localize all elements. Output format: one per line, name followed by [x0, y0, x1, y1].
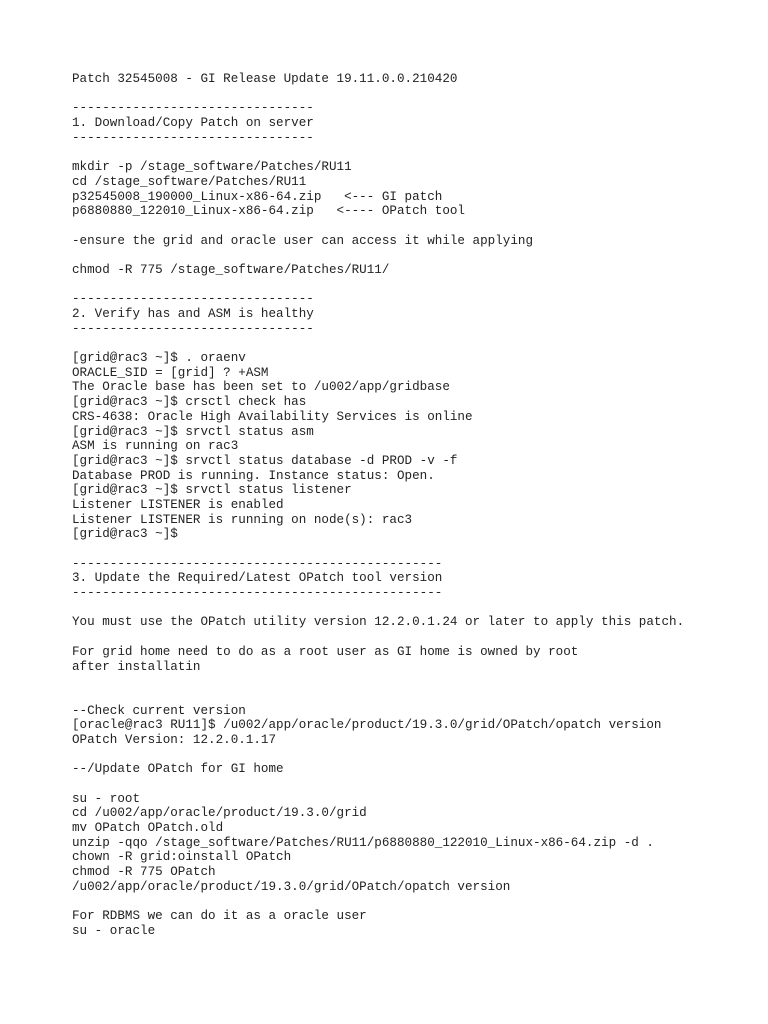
document-line: [grid@rac3 ~]$ srvctl status database -d PROD -v -f — [72, 453, 458, 468]
document-line: [oracle@rac3 RU11]$ /u002/app/oracle/product/19.3.0/grid/OPatch/opatch version — [72, 718, 662, 733]
document-line: cd /stage_software/Patches/RU11 — [72, 174, 307, 189]
blank-line — [72, 748, 684, 763]
document-line: Listener LISTENER is running on node(s): rac3 — [72, 512, 413, 527]
document-line: Database PROD is running. Instance status: Open. — [72, 468, 435, 483]
document-line: chmod -R 775 OPatch — [72, 865, 216, 880]
document-line: [grid@rac3 ~]$ srvctl status listener — [72, 483, 352, 498]
blank-line — [72, 895, 684, 910]
blank-line — [72, 601, 684, 616]
blank-line — [72, 674, 684, 689]
document-line: For grid home need to do as a root user as GI home is owned by root — [72, 644, 579, 659]
document-line: su - oracle — [72, 923, 156, 938]
document-text — [72, 72, 684, 939]
document-line: 1. Download/Copy Patch on server — [72, 116, 314, 131]
document-line: -------------------------------- — [72, 321, 314, 336]
document-line: -------------------------------- — [72, 101, 314, 116]
blank-line — [72, 336, 684, 351]
document-line: 2. Verify has and ASM is healthy — [72, 307, 314, 321]
document-line: 3. Update the Required/Latest OPatch tool version — [72, 571, 443, 586]
document-line: --Check current version — [72, 703, 246, 718]
document-line: p6880880_122010_Linux-x86-64.zip <---- OPatch tool — [72, 204, 465, 219]
document-line: Patch 32545008 - GI Release Update 19.11.0.0.210420 — [72, 72, 458, 86]
blank-line — [72, 145, 684, 160]
document-line: ------------------------------------------------- — [72, 556, 443, 571]
document-line: -------------------------------- — [72, 292, 314, 307]
blank-line — [72, 689, 684, 704]
document-line: ASM is running on rac3 — [72, 439, 239, 454]
document-line: mkdir -p /stage_software/Patches/RU11 — [72, 160, 352, 175]
document-line: [grid@rac3 ~]$ srvctl status asm — [72, 424, 314, 439]
document-line: You must use the OPatch utility version 12.2.0.1.24 or later to apply this patch. — [72, 615, 685, 630]
blank-line — [72, 542, 684, 557]
document-line: chown -R grid:oinstall OPatch — [72, 850, 292, 865]
document-line: -ensure the grid and oracle user can access it while applying — [72, 233, 534, 248]
document-line: OPatch Version: 12.2.0.1.17 — [72, 732, 277, 747]
document-line: cd /u002/app/oracle/product/19.3.0/grid — [72, 806, 367, 821]
document-line: [grid@rac3 ~]$ — [72, 527, 178, 542]
document-line: chmod -R 775 /stage_software/Patches/RU11/ — [72, 262, 390, 277]
document-line: unzip -qqo /stage_software/Patches/RU11/p6880880_122010_Linux-x86-64.zip -d . — [72, 835, 654, 850]
document-line: Listener LISTENER is enabled — [72, 497, 284, 512]
blank-line — [72, 630, 684, 645]
blank-line — [72, 278, 684, 293]
document-line: su - root — [72, 791, 141, 806]
document-line: -------------------------------- — [72, 130, 314, 145]
document-line: ------------------------------------------------- — [72, 586, 443, 601]
blank-line — [72, 87, 684, 102]
document-line: p32545008_190000_Linux-x86-64.zip <--- GI patch — [72, 189, 443, 204]
document-line: [grid@rac3 ~]$ . oraenv — [72, 351, 246, 366]
document-line: For RDBMS we can do it as a oracle user — [72, 909, 367, 924]
document-line: mv OPatch OPatch.old — [72, 821, 224, 836]
document-line: The Oracle base has been set to /u002/app/gridbase — [72, 380, 450, 395]
blank-line — [72, 219, 684, 234]
blank-line — [72, 777, 684, 792]
document-line: CRS-4638: Oracle High Availability Services is online — [72, 409, 473, 424]
document-line: ORACLE_SID = [grid] ? +ASM — [72, 365, 269, 380]
document-line: [grid@rac3 ~]$ crsctl check has — [72, 395, 307, 410]
document-line: --/Update OPatch for GI home — [72, 762, 284, 777]
blank-line — [72, 248, 684, 263]
document-line: /u002/app/oracle/product/19.3.0/grid/OPatch/opatch version — [72, 879, 511, 894]
document-line: after installatin — [72, 659, 201, 674]
